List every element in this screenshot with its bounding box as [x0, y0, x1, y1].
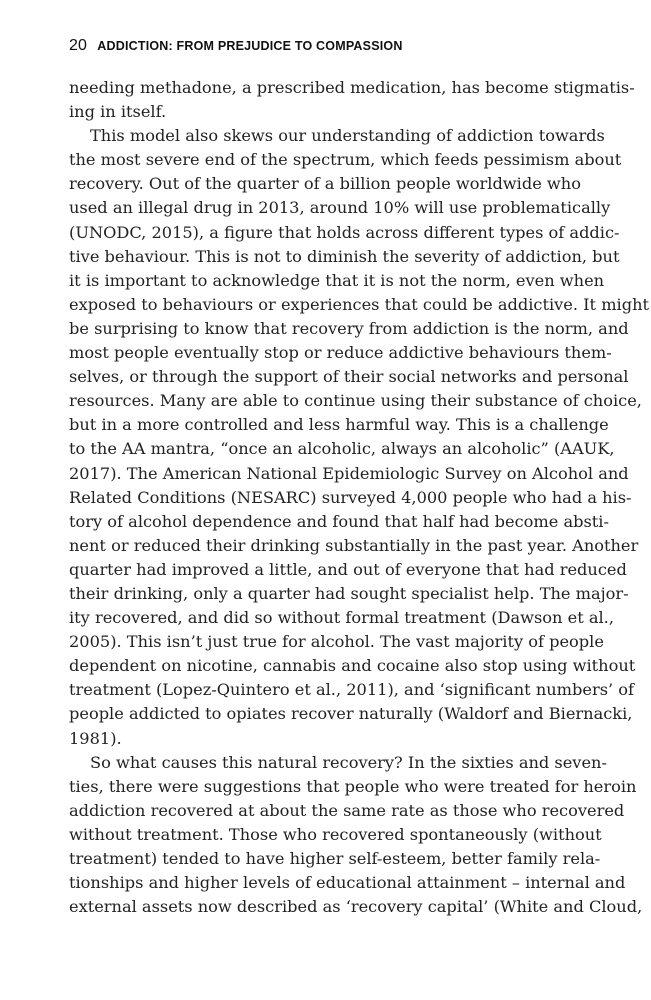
text-line: 1981). [69, 728, 122, 748]
text-line: recovery. Out of the quarter of a billion people worldwide who [69, 174, 581, 194]
text-line: ties, there were suggestions that people who were treated for heroin [69, 776, 637, 796]
running-head [69, 37, 403, 55]
text-line: quarter had improved a little, and out of everyone that had reduced [69, 559, 627, 579]
text-line: be surprising to know that recovery from addiction is the norm, and [69, 318, 629, 338]
text-line: tory of alcohol dependence and found that half had become absti- [69, 511, 609, 531]
text-line: the most severe end of the spectrum, which feeds pessimism about [69, 150, 622, 170]
text-line: tionships and higher levels of educational attainment – internal and [69, 873, 626, 893]
text-line: resources. Many are able to continue using their substance of choice, [69, 391, 642, 411]
page-number: 20 [69, 37, 87, 54]
text-line: exposed to behaviours or experiences that could be addictive. It might [69, 294, 650, 314]
text-line: selves, or through the support of their social networks and personal [69, 367, 629, 387]
text-line: ing in itself. [69, 102, 167, 122]
running-title: ADDICTION: FROM PREJUDICE TO COMPASSION [97, 39, 403, 53]
text-line: but in a more controlled and less harmful way. This is a challenge [69, 415, 609, 435]
text-line: external assets now described as ‘recovery capital’ (White and Cloud, [69, 897, 643, 917]
text-line: treatment) tended to have higher self-esteem, better family rela- [69, 849, 601, 868]
text-line: most people eventually stop or reduce addictive behaviours them- [69, 343, 612, 363]
text-line: This model also skews our understanding of addiction towards [90, 126, 605, 146]
text-line: addiction recovered at about the same rate as those who recovered [69, 800, 625, 820]
text-line: used an illegal drug in 2013, around 10% will use problematically [69, 198, 611, 218]
text-line: to the AA mantra, “once an alcoholic, always an alcoholic” (AAUK, [69, 439, 615, 459]
text-line: nent or reduced their drinking substantially in the past year. Another [69, 535, 639, 555]
text-line: tive behaviour. This is not to diminish the severity of addiction, but [69, 246, 620, 266]
text-line: dependent on nicotine, cannabis and cocaine also stop using without [69, 656, 636, 676]
text-line: 2005). This isn’t just true for alcohol. The vast majority of people [69, 632, 604, 652]
text-line: it is important to acknowledge that it is not the norm, even when [69, 270, 605, 290]
text-line: their drinking, only a quarter had sought specialist help. The major- [69, 583, 629, 603]
text-line: (UNODC, 2015), a figure that holds across different types of addic- [69, 222, 620, 242]
text-line: 2017). The American National Epidemiologic Survey on Alcohol and [69, 463, 629, 483]
text-line: ity recovered, and did so without formal treatment (Dawson et al., [69, 608, 614, 628]
text-line: without treatment. Those who recovered spontaneously (without [69, 824, 602, 844]
body-text [69, 76, 650, 919]
text-line: people addicted to opiates recover naturally (Waldorf and Biernacki, [69, 704, 633, 724]
text-line: treatment (Lopez-Quintero et al., 2011), and ‘significant numbers’ of [69, 680, 635, 700]
text-line: Related Conditions (NESARC) surveyed 4,000 people who had a his- [69, 487, 632, 507]
text-line: So what causes this natural recovery? In the sixties and seven- [90, 752, 607, 772]
text-line: needing methadone, a prescribed medication, has become stigmatis- [69, 78, 635, 97]
